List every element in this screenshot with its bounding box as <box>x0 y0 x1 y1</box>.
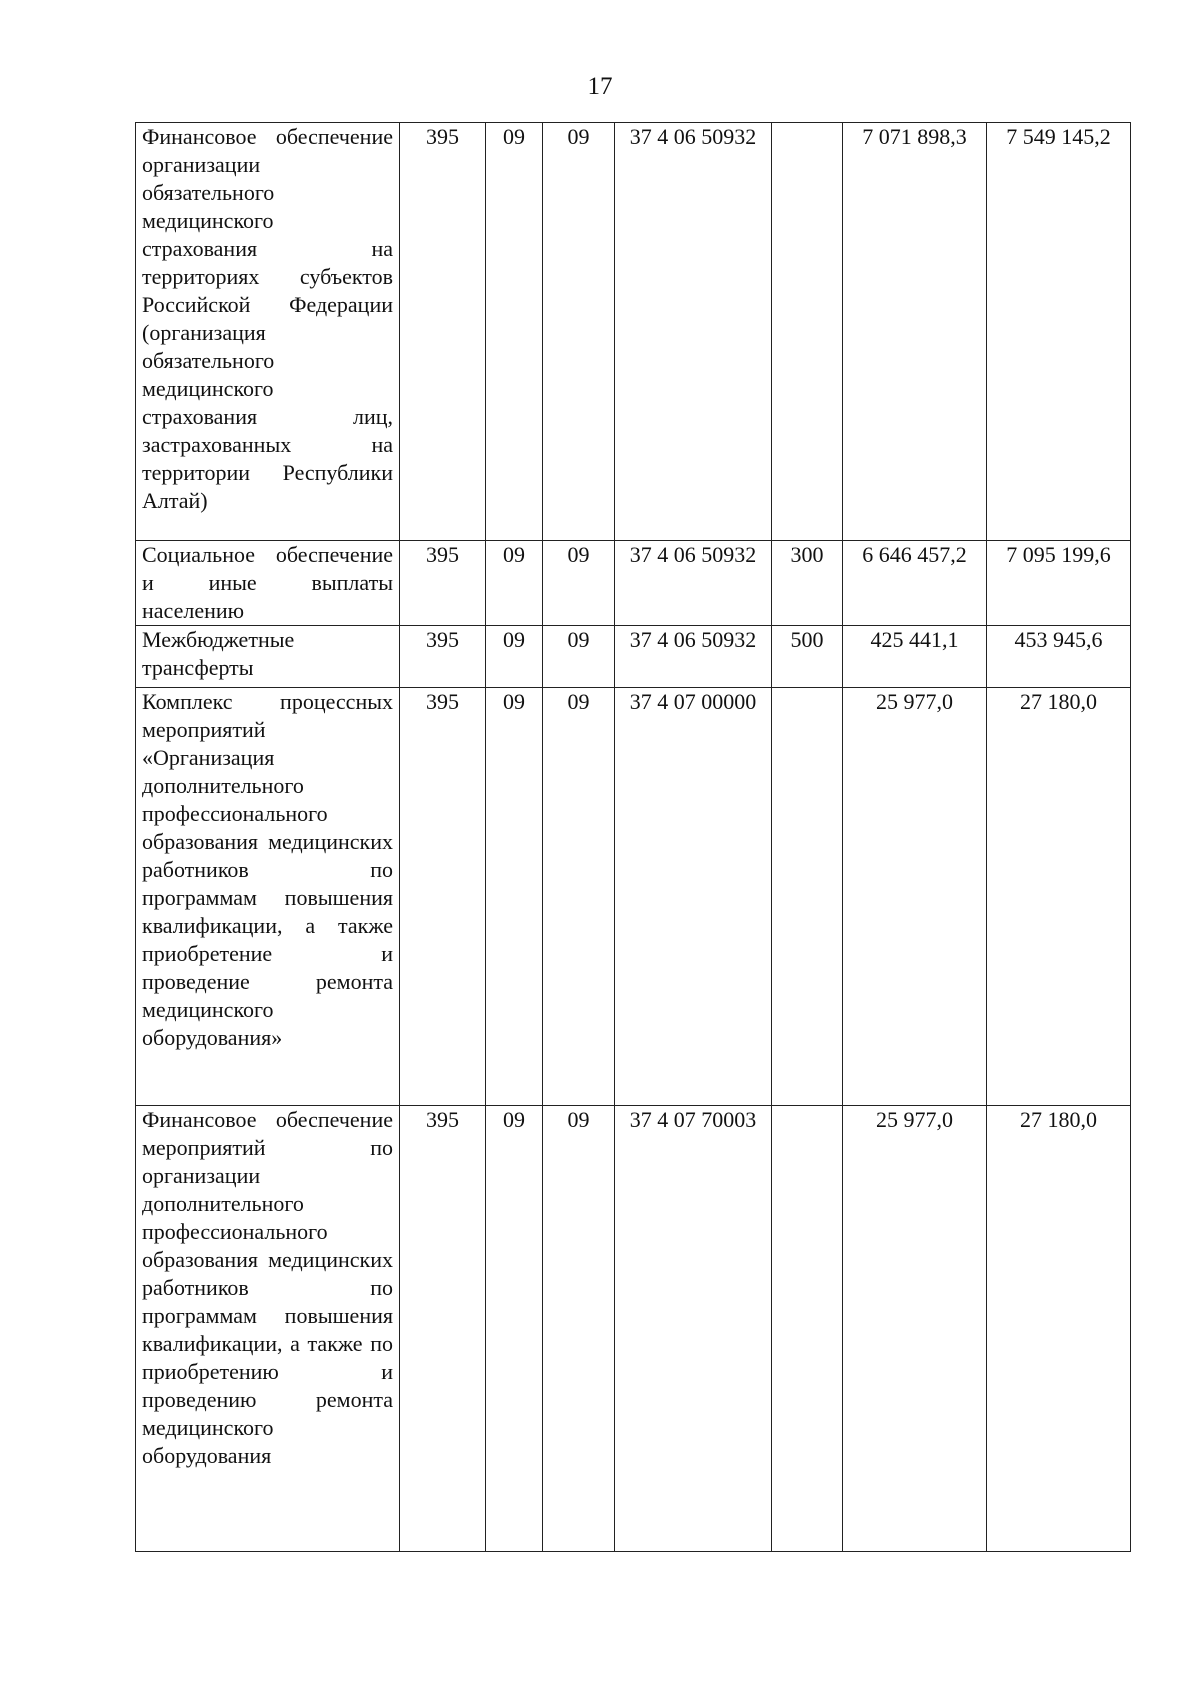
sum-year1-cell: 425 441,1 <box>843 626 987 688</box>
grbs-cell: 395 <box>400 626 486 688</box>
grbs-cell: 395 <box>400 541 486 626</box>
row-name-cell: Финансовое обеспечение мероприятий по организации дополнительного профессионального образования медицинских работников по программам повышения квалификации, а также по приобретению и проведению ремонта медицинского оборудования <box>136 1106 400 1552</box>
section-cell: 09 <box>486 626 543 688</box>
sum-year2-cell: 7 095 199,6 <box>987 541 1131 626</box>
sum-year1-cell: 25 977,0 <box>843 1106 987 1552</box>
table-row <box>136 123 1131 541</box>
expense-type-cell <box>772 688 843 1106</box>
table-row <box>136 1106 1131 1552</box>
sum-year2-cell: 453 945,6 <box>987 626 1131 688</box>
subsection-cell: 09 <box>543 541 615 626</box>
grbs-cell: 395 <box>400 123 486 541</box>
section-cell: 09 <box>486 688 543 1106</box>
subsection-cell: 09 <box>543 123 615 541</box>
section-cell: 09 <box>486 541 543 626</box>
table-row <box>136 688 1131 1106</box>
row-name-cell: Комплекс процессных мероприятий «Организация дополнительного профессионального образования медицинских работников по программам повышения квалификации, а также приобретение и проведение ремонта медицинского оборудования» <box>136 688 400 1106</box>
row-name-cell: Межбюджетные трансферты <box>136 626 400 688</box>
table-row <box>136 626 1131 688</box>
sum-year1-cell: 7 071 898,3 <box>843 123 987 541</box>
subsection-cell: 09 <box>543 1106 615 1552</box>
subsection-cell: 09 <box>543 688 615 1106</box>
row-name-cell: Социальное обеспечение и иные выплаты населению <box>136 541 400 626</box>
expense-type-cell: 500 <box>772 626 843 688</box>
subsection-cell: 09 <box>543 626 615 688</box>
section-cell: 09 <box>486 123 543 541</box>
grbs-cell: 395 <box>400 688 486 1106</box>
sum-year1-cell: 6 646 457,2 <box>843 541 987 626</box>
table-row <box>136 541 1131 626</box>
budget-table <box>135 122 1131 1552</box>
row-name-cell: Финансовое обеспечение организации обязательного медицинского страхования на территориях субъектов Российской Федерации (организация обязательного медицинского страхования лиц, застрахованных на территории Республики Алтай) <box>136 123 400 541</box>
target-article-cell: 37 4 07 00000 <box>615 688 772 1106</box>
expense-type-cell: 300 <box>772 541 843 626</box>
target-article-cell: 37 4 06 50932 <box>615 123 772 541</box>
sum-year1-cell: 25 977,0 <box>843 688 987 1106</box>
page-number: 17 <box>587 73 613 100</box>
grbs-cell: 395 <box>400 1106 486 1552</box>
sum-year2-cell: 27 180,0 <box>987 1106 1131 1552</box>
expense-type-cell <box>772 1106 843 1552</box>
sum-year2-cell: 27 180,0 <box>987 688 1131 1106</box>
sum-year2-cell: 7 549 145,2 <box>987 123 1131 541</box>
section-cell: 09 <box>486 1106 543 1552</box>
expense-type-cell <box>772 123 843 541</box>
target-article-cell: 37 4 06 50932 <box>615 626 772 688</box>
target-article-cell: 37 4 07 70003 <box>615 1106 772 1552</box>
target-article-cell: 37 4 06 50932 <box>615 541 772 626</box>
